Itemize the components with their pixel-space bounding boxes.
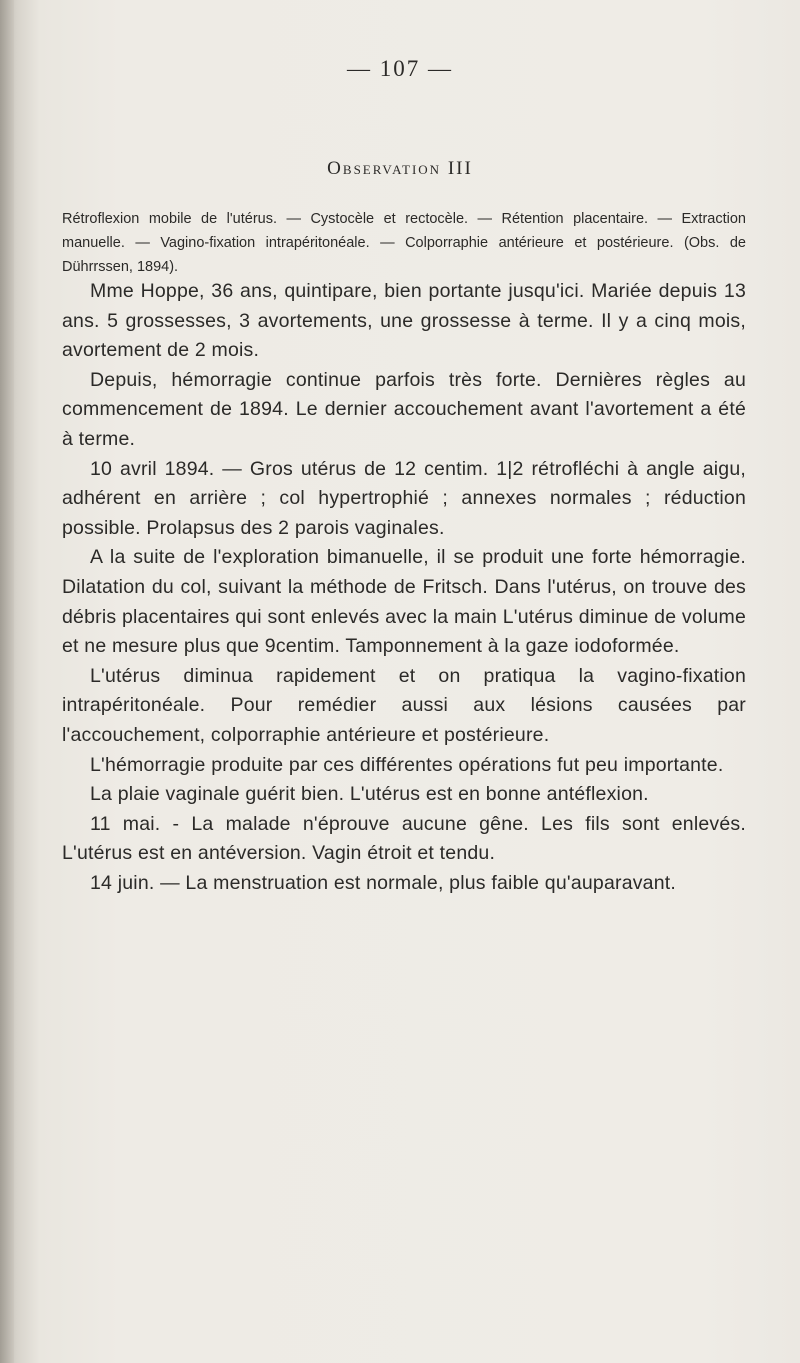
paragraph-healing: La plaie vaginale guérit bien. L'utérus est en bonne antéflexion.: [90, 783, 649, 806]
paragraph-operation: L'utérus diminua rapidement et on pratiqua la vagino-fixation intrapéritonéale. Pour remédier aussi aux lésions causées par l'accouchement, colporraphie antérieure et postérieure.: [62, 664, 746, 746]
observation-title: Observation III: [327, 158, 473, 179]
paragraph-june: 14 juin. — La menstruation est normale, plus faible qu'auparavant.: [90, 871, 677, 894]
paragraph-exploration: A la suite de l'exploration bimanuelle, il se produit une forte hémorragie. Dilatation du col, suivant la méthode de Fritsch. Dans l'utérus, on trouve des débris placentaires qui sont enlevés avec la main L'utérus diminue de volume et ne mesure plus que 9centim. Tamponnement à la gaze iodoformée.: [62, 546, 746, 658]
observation-body: [62, 277, 746, 898]
paragraph-history: Depuis, hémorragie continue parfois très forte. Dernières règles au commencement de 1894. Le dernier accouchement avant l'avortement a été à terme.: [62, 368, 746, 450]
paragraph-may: 11 mai. - La malade n'éprouve aucune gêne. Les fils sont enlevés. L'utérus est en antéversion. Vagin étroit et tendu.: [62, 812, 746, 865]
paragraph-exam-april: 10 avril 1894. — Gros utérus de 12 centim. 1|2 rétrofléchi à angle aigu, adhérent en arrière ; col hypertrophié ; annexes normales ; réduction possible. Prolapsus des 2 parois vaginales.: [62, 457, 746, 539]
observation-summary: Rétroflexion mobile de l'utérus. — Cystocèle et rectocèle. — Rétention placentaire. — Extraction manuelle. — Vagino-fixation intrapéritonéale. — Colporraphie antérieure et postérieure. (Obs. de Dührrssen, 1894).: [62, 211, 746, 275]
paragraph-hemorrhage: L'hémorragie produite par ces différentes opérations fut peu importante.: [90, 753, 724, 776]
page-number: — 107 —: [347, 56, 453, 81]
page-binding-edge: [0, 0, 14, 1363]
paragraph-patient: Mme Hoppe, 36 ans, quintipare, bien portante jusqu'ici. Mariée depuis 13 ans. 5 grossesses, 3 avortements, une grossesse à terme. Il y a cinq mois, avortement de 2 mois.: [62, 280, 746, 362]
